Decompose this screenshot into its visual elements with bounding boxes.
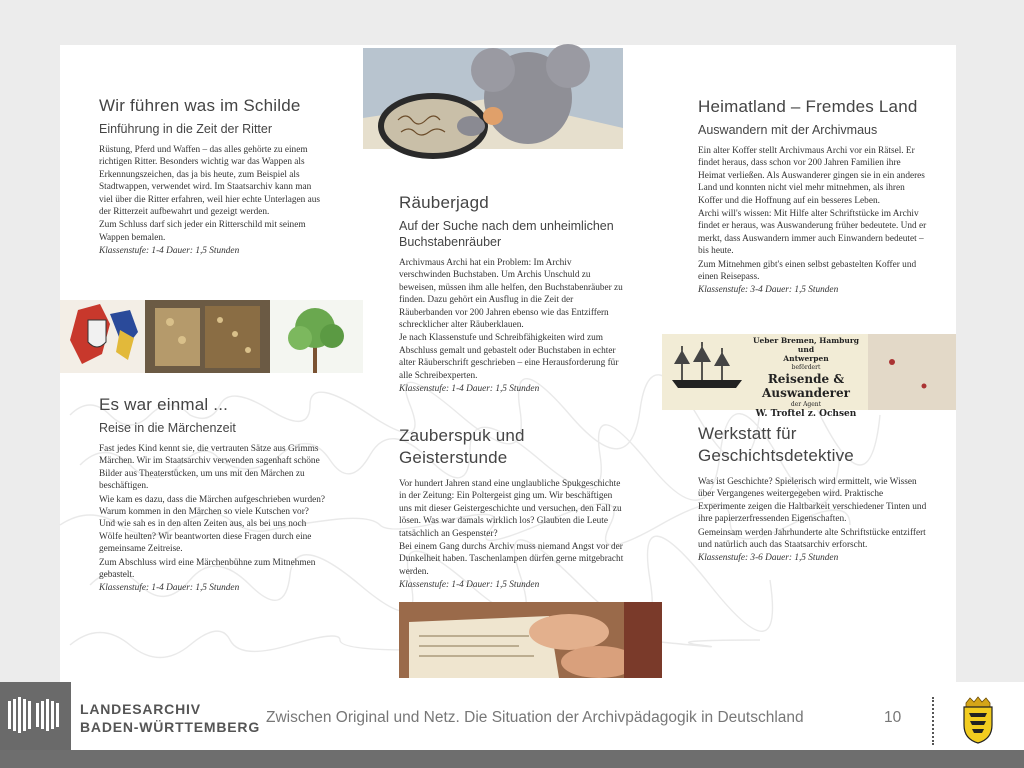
poster-line: W. Troftel z. Ochsen [755, 409, 857, 419]
section-title: Heimatland – Fremdes Land [698, 97, 918, 116]
organisation-name [80, 700, 260, 736]
poster-line: Reisende & Auswanderer [762, 372, 850, 400]
section-paragraph: Ein alter Koffer stellt Archivmaus Archi vor ein Rätsel. Er findet heraus, dass schon vor 200 Jahren Familien ihre Heimat verließen. Als Auswanderer gingen sie in ein anderes Land und konnten nicht viel mehr mitnehmen, als ihren Koffer und die Hoffnung auf ein besseres Leben. [698, 146, 925, 206]
section-paragraph: Zum Abschluss wird eine Märchenbühne zum Mitnehmen gebastelt. [99, 557, 316, 581]
landesarchiv-logo [0, 682, 71, 750]
section-subtitle: Auswandern mit der Archivmaus [698, 123, 878, 137]
emigration-poster-image [662, 334, 956, 419]
section-paragraph: Archi will's wissen: Mit Hilfe alter Schriftstücke im Archiv findet er heraus, was Auswanderung früher bedeutete. Und er merkt, dass Auswandern immer auch Einwandern bedeutet – bis heute. [698, 209, 927, 257]
hands-document-illustration [399, 602, 662, 678]
section-raeuber [399, 192, 625, 394]
poster-line: Ueber Bremen, Hamburg und [752, 336, 860, 354]
page-number: 10 [884, 709, 902, 726]
section-werkstatt [698, 423, 928, 563]
poster-line: befördert [791, 364, 821, 371]
section-paragraph: Gemeinsam werden Jahrhunderte alte Schriftstücke entziffert und natürlich auch das Staatsarchiv erforscht. [698, 527, 926, 551]
section-heimat [698, 96, 928, 295]
section-paragraph: Bei einem Gang durchs Archiv muss niemand Angst vor der Dunkelheit haben. Taschenlampen dürfen gerne mitgebracht werden. [399, 542, 624, 577]
footer-bar [0, 750, 1024, 768]
knights-image-strip [60, 300, 363, 373]
dotted-divider [932, 697, 934, 745]
section-title: Zauberspuk und Geisterstunde [399, 426, 525, 467]
org-line-2: BADEN-WÜRTTEMBERG [80, 719, 261, 735]
section-ritter [99, 95, 325, 256]
poster-text-block [746, 336, 866, 420]
section-paragraph: Was ist Geschichte? Spielerisch wird ermittelt, wie Wissen über Vergangenes weitergegeben wird. Praktische Experimente zeigen die Haltbarkeit verschiedener Tinten und ihre papierzerfressenden Eigenschaften. [698, 477, 927, 525]
section-subtitle: Einführung in die Zeit der Ritter [99, 122, 273, 136]
section-meta: Klassenstufe: 1-4 Dauer: 1,5 Stunden [399, 384, 540, 395]
archive-mouse-photo [363, 48, 623, 149]
knights-illustration [60, 300, 363, 373]
poster-line: Antwerpen [783, 354, 829, 363]
org-line-1: LANDESARCHIV [80, 701, 201, 717]
section-paragraph: Je nach Klassenstufe und Schreibfähigkeiten wird zum Abschluss gemalt und gebastelt oder Buchstaben in echter alter Räuberschrift geschrieben – eine Herausforderung für alle Schreibexperten. [399, 333, 619, 381]
section-paragraph: Wie kam es dazu, dass die Märchen aufgeschrieben wurden? Warum kommen in den Märchen so viele Kutschen vor? Und wie sah es in den alten Zeiten aus, als bei uns noch Wölfe heulten? Wir beantworten diese Fragen durch eine gemeinsame Zeitreise. [99, 494, 326, 555]
section-title: Räuberjagd [399, 193, 489, 212]
section-subtitle: Auf der Suche nach dem unheimlichen Buchstabenräuber [399, 219, 614, 249]
section-meta: Klassenstufe: 1-4 Dauer: 1,5 Stunden [399, 580, 540, 591]
section-zauber [399, 425, 625, 590]
section-paragraph: Zum Schluss darf sich jeder ein Ritterschild mit seinem Wappen bemalen. [99, 220, 306, 243]
section-subtitle: Reise in die Märchenzeit [99, 421, 236, 435]
section-paragraph: Archivmaus Archi hat ein Problem: Im Archiv verschwinden Buchstaben. Um Archis Unschuld zu beweisen, müssen ihm alle helfen, den Buchstabenräuber zu finden. Dazu gehört ein Ausflug in die Zeit der Räuberbanden vor 200 Jahren ebenso wie das Entziffern schrecklicher alter Räuberklauen. [399, 258, 623, 331]
section-meta: Klassenstufe: 3-4 Dauer: 1,5 Stunden [698, 285, 839, 296]
section-paragraph: Rüstung, Pferd und Waffen – das alles gehörte zu einem richtigen Ritter. Besonders wichtig war das Wappen als Erkennungszeichen, das ja bis heute, zum Beispiel als Stadtwappen, verwendet wird. Im Staatsarchiv kann man viel über die Ritter erfahren, weil hier echte Unterlagen aus der Ritterzeit aufbewahrt und gezeigt werden. [99, 145, 320, 218]
section-title: Wir führen was im Schilde [99, 96, 301, 115]
slide-canvas [60, 45, 956, 682]
poster-line: der Agent [790, 401, 822, 408]
section-meta: Klassenstufe: 1-4 Dauer: 1,5 Stunden [99, 583, 240, 594]
section-paragraph: Vor hundert Jahren stand eine unglaubliche Spukgeschichte in der Zeitung: Ein Poltergeist ging um. Wir beschäftigen uns mit dieser Geistergeschichte und versuchen, den Fall zu lösen. Was war damals wirklich los? Glaubten die Leute tatsächlich an Gespenster? [399, 479, 622, 539]
presentation-title: Zwischen Original und Netz. Die Situation der Archivpädagogik in Deutschland [266, 709, 804, 726]
coat-of-arms-icon [960, 697, 996, 745]
section-title: Werkstatt für Geschichtsdetektive [698, 424, 854, 465]
hands-document-photo [399, 602, 662, 678]
archive-mouse-illustration [363, 48, 623, 149]
section-maerchen [99, 394, 325, 593]
section-meta: Klassenstufe: 1-4 Dauer: 1,5 Stunden [99, 246, 240, 257]
section-paragraph: Zum Mitnehmen gibt's einen selbst gebastelten Koffer und einen Reisepass. [698, 259, 917, 283]
section-meta: Klassenstufe: 3-6 Dauer: 1,5 Stunden [698, 553, 839, 564]
section-paragraph: Fast jedes Kind kennt sie, die vertrauten Sätze aus Grimms Märchen. Wir im Staatsarchiv verwenden sagenhaft schöne Bilder aus Theaterstücken, um uns mit den Märchen zu beschäftigen. [99, 444, 320, 492]
section-title: Es war einmal ... [99, 395, 229, 414]
archive-building-icon [0, 682, 71, 750]
